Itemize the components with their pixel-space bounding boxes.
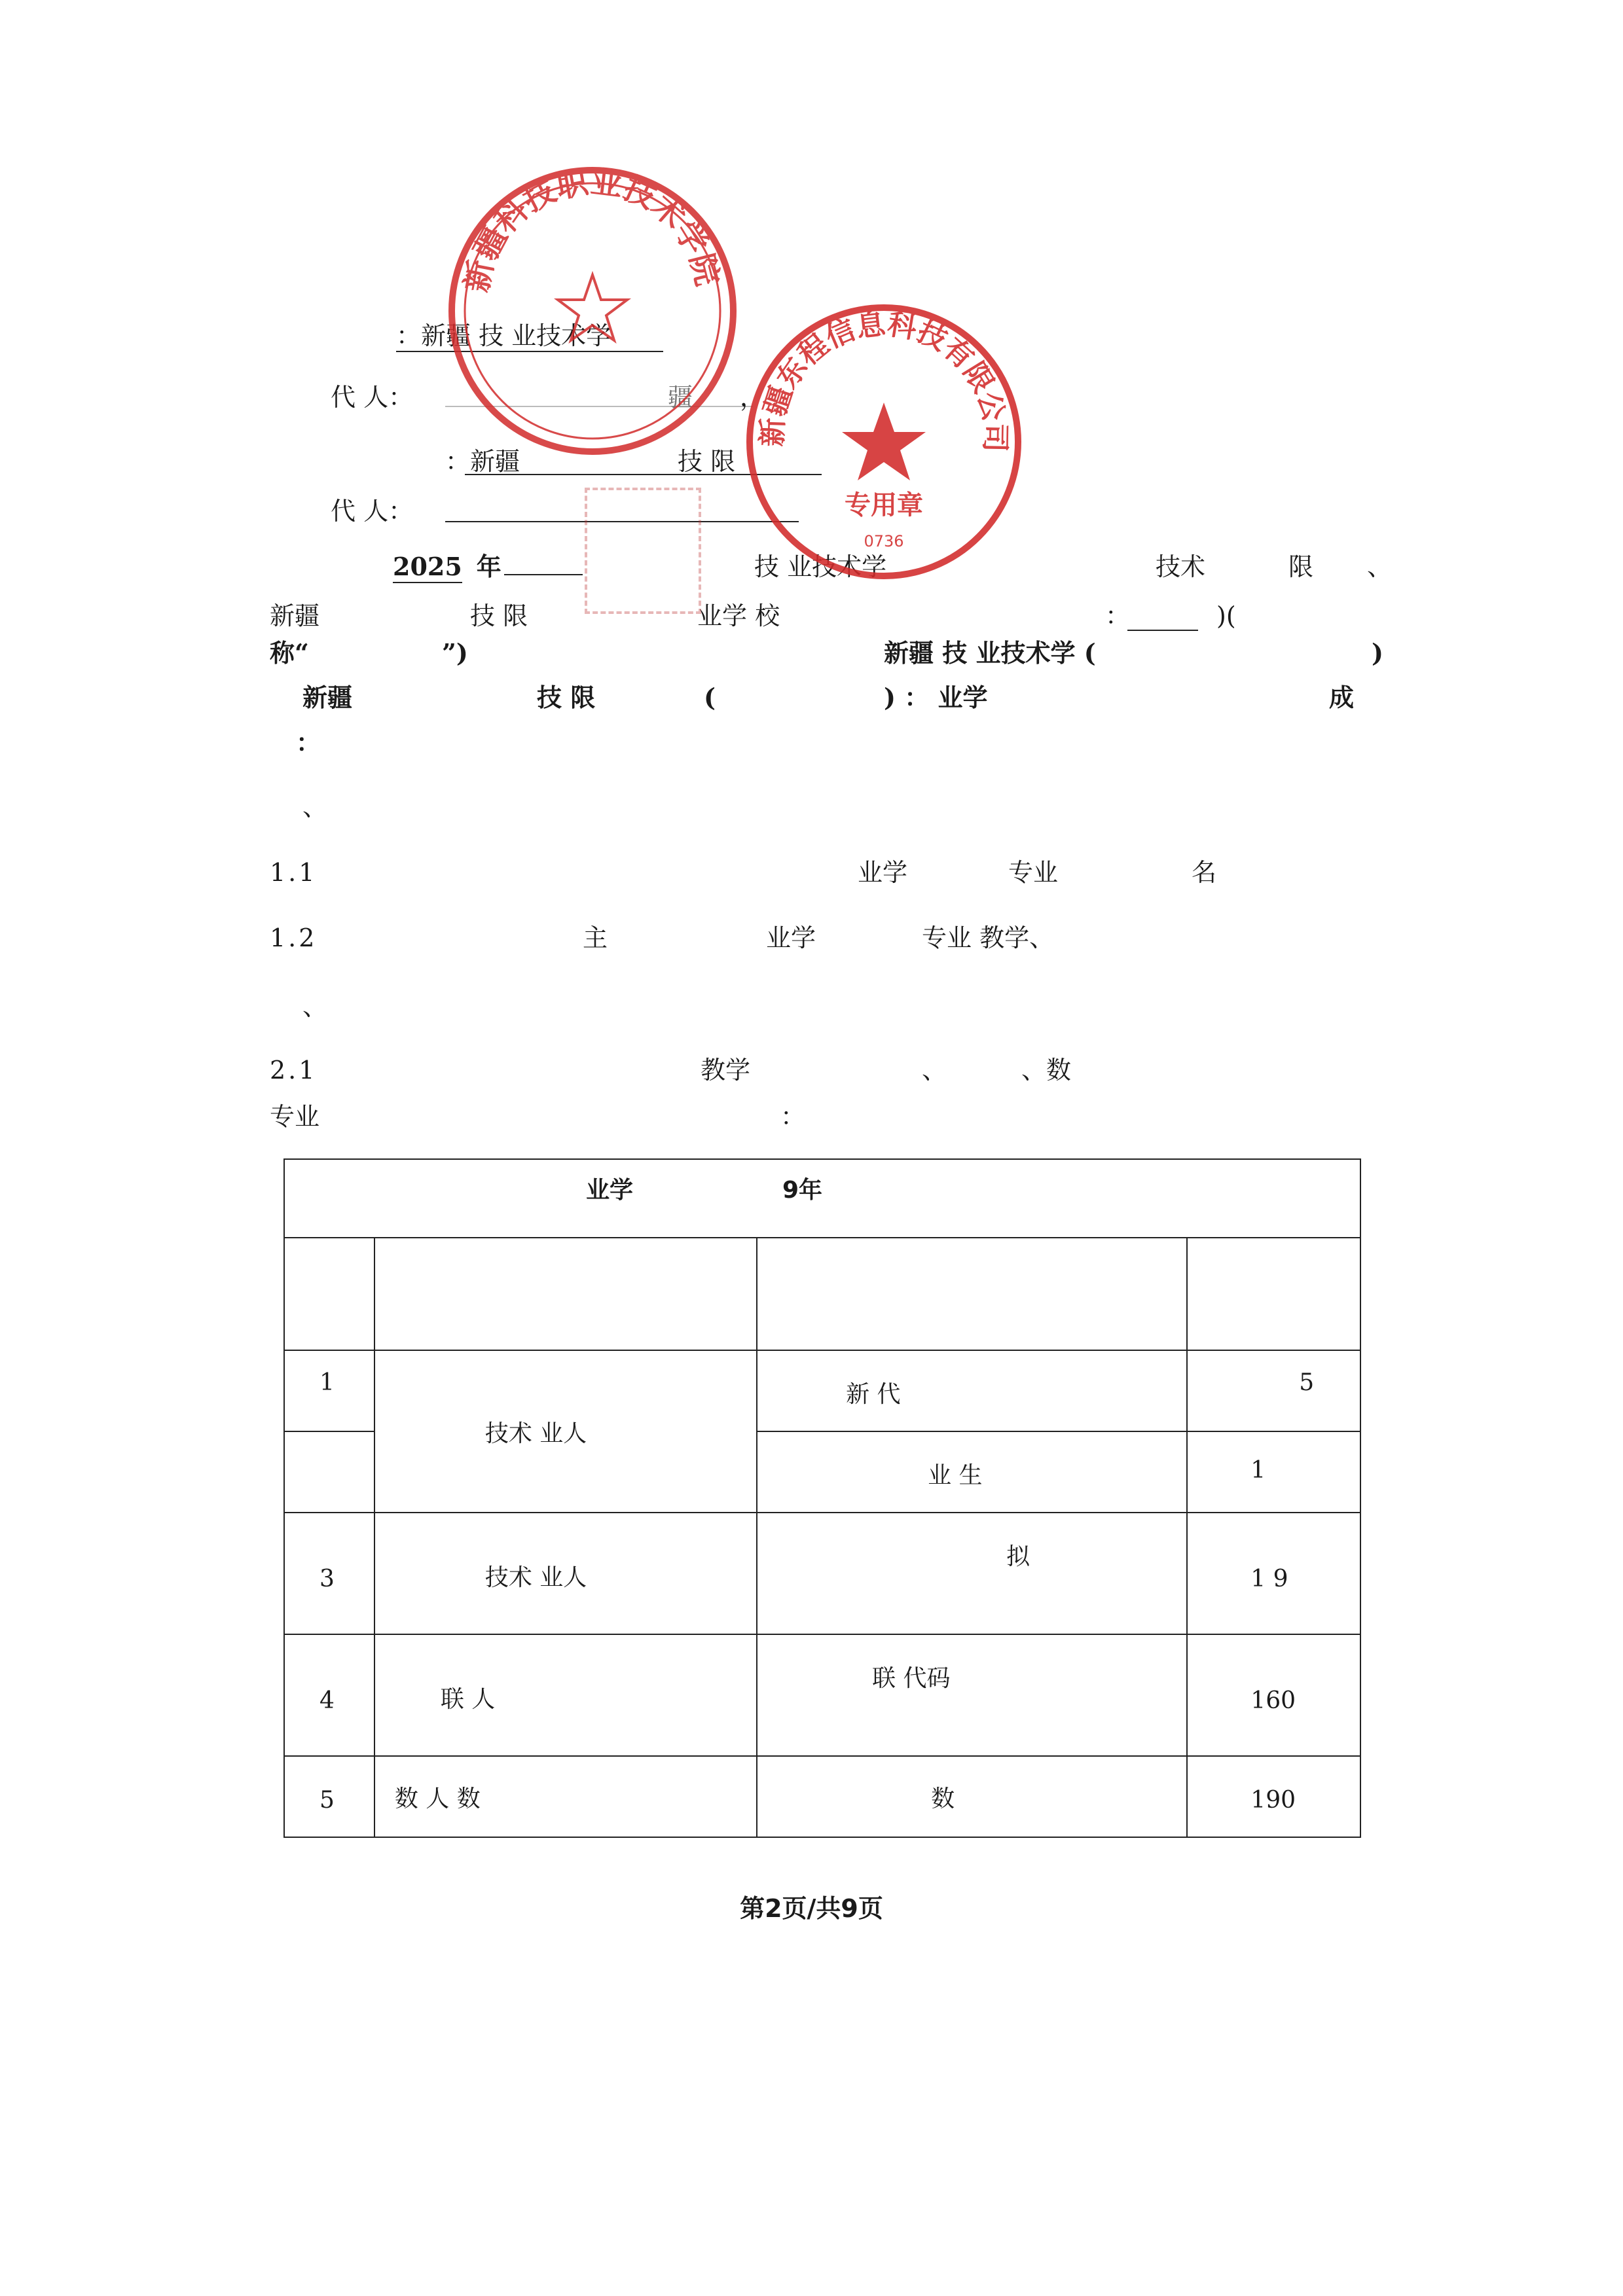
- section1-item1-b: 专业: [1008, 858, 1059, 887]
- intro-line4-b: 技 限: [537, 683, 596, 712]
- company-seal-stamp: [740, 298, 1028, 586]
- section1-item1-a: 业学: [858, 858, 908, 887]
- school-seal-text: 新疆科技职业技术学院: [458, 163, 726, 295]
- table-title-row: [284, 1159, 1360, 1238]
- info-table: [283, 1158, 1361, 1838]
- intro-line2-b: 技 限: [470, 601, 528, 630]
- intro-frag1: 技 业技术学: [754, 552, 887, 581]
- section2-item-a: 教学: [701, 1056, 751, 1085]
- intro-line2-c: 业学 校: [697, 601, 780, 630]
- section1-item2-num: 1.2: [270, 924, 318, 952]
- section1-item2-c: 专业 教学、: [922, 924, 1055, 952]
- intro-frag3: 限: [1288, 552, 1314, 581]
- intro-line2-a: 新疆: [270, 601, 320, 630]
- table-row: 业 生 1: [284, 1431, 1360, 1513]
- table-header-cell: [284, 1238, 374, 1350]
- square-seal-remnant: [585, 488, 701, 614]
- table-row: 3 技术 业人 拟 1 9: [284, 1513, 1360, 1634]
- section2-item-b: 、: [922, 1056, 947, 1085]
- section1-mark: 、: [302, 793, 328, 821]
- section2-item-c: 、数: [1021, 1056, 1072, 1085]
- table-row: 1 技术 业人 新 代 5: [284, 1350, 1360, 1431]
- intro-line2-e: )(: [1216, 601, 1236, 630]
- party-b-line: ：新疆: [445, 447, 520, 476]
- page-number: 第2页/共9页: [740, 1894, 883, 1923]
- section1-item2-b: 业学: [766, 924, 816, 952]
- star-icon: [558, 275, 627, 340]
- company-seal-number: 0736: [864, 532, 904, 550]
- table-header-cell: [757, 1238, 1187, 1350]
- section2-mark: 、: [302, 992, 328, 1021]
- intro-line3-c: 新疆 技 业技术学 (: [884, 638, 1096, 668]
- table-header-cell: [374, 1238, 757, 1350]
- rep-a-value: 疆: [668, 383, 693, 412]
- intro-line3-d: ): [1372, 638, 1383, 668]
- table-header-row: [284, 1238, 1360, 1350]
- table-header-cell: [1187, 1238, 1360, 1350]
- rep-a-comma: ，: [740, 383, 765, 412]
- section2-line2-b: ：: [780, 1102, 806, 1131]
- intro-line3-a: 称“: [270, 638, 309, 668]
- intro-line5: ：: [296, 728, 321, 757]
- intro-line3-b: ”): [442, 638, 468, 668]
- intro-year: 2025 年: [393, 552, 583, 583]
- section1-item2-a: 主: [583, 924, 608, 952]
- party-b-mid: 技 限: [678, 447, 736, 476]
- intro-frag4: 、: [1367, 552, 1393, 581]
- section2-line2-a: 专业: [270, 1102, 320, 1131]
- table-title-cell: 业学 9年: [284, 1159, 1360, 1238]
- school-seal-stamp: [442, 160, 743, 461]
- company-seal-text: 新疆东程信息科技有限公司: [756, 307, 1012, 453]
- party-a-line: ：新疆 技 业技术学: [396, 321, 663, 352]
- section1-item1-num: 1.1: [270, 858, 318, 887]
- rep-a-label: 代 人：: [331, 383, 414, 412]
- star-icon: [842, 403, 926, 480]
- section1-item1-c: 名: [1192, 858, 1217, 887]
- intro-frag2: 技术: [1156, 552, 1206, 581]
- table-row: 5 数 人 数 数 190: [284, 1756, 1360, 1837]
- intro-line4-a: 新疆: [302, 683, 353, 712]
- intro-line2-d: ：: [1105, 601, 1131, 630]
- intro-line4-c: (: [704, 683, 716, 712]
- company-seal-label: 专用章: [845, 490, 923, 520]
- rep-b-label: 代 人：: [331, 497, 414, 526]
- intro-line4-d: ) ： 业学: [884, 683, 988, 712]
- intro-line4-e: 成: [1329, 683, 1355, 712]
- table-row: 4 联 人 联 代码 160: [284, 1634, 1360, 1756]
- section2-item-num: 2.1: [270, 1056, 318, 1085]
- intro-line2-blank: [1127, 630, 1198, 631]
